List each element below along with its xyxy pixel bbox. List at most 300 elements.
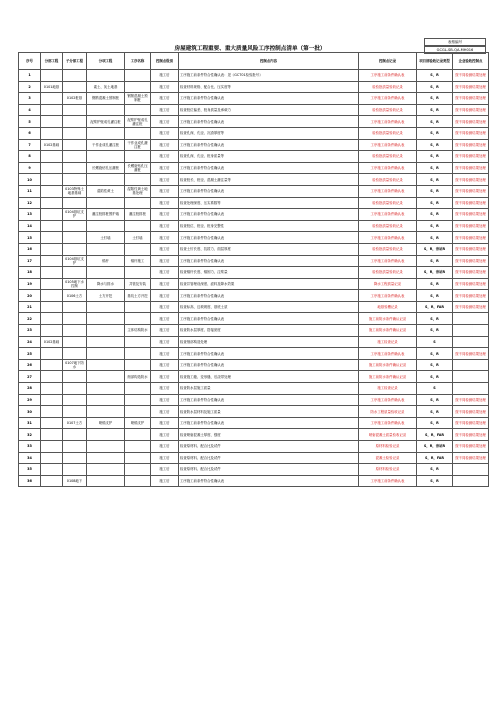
table-row (19, 406, 489, 418)
type-cell: S，R (417, 475, 453, 487)
type-cell: S，R (417, 464, 453, 476)
process-cell (125, 197, 151, 209)
subdivision-cell (63, 325, 87, 337)
enterprise-cell: 按不同检测结果处理 (453, 278, 489, 290)
content-cell: 工序施工前条件符合性确认表 (179, 394, 359, 406)
process-cell (125, 104, 151, 116)
division-cell (41, 383, 63, 395)
row-number: 21 (19, 301, 41, 313)
table-row (19, 81, 489, 93)
process-cell (125, 359, 151, 371)
item-cell (87, 325, 125, 337)
table-row (19, 475, 489, 487)
record-cell: 防水工程质量验收记录 (359, 406, 417, 418)
process-cell: 钢筋混凝土预制桩 (125, 93, 151, 105)
process-cell (125, 452, 151, 464)
record-cell: 降水工程质量记录 (359, 278, 417, 290)
enterprise-cell: 按不同检测结果处理 (453, 394, 489, 406)
content-cell: 检查材料规格、配合比、压实度等 (179, 81, 359, 93)
content-cell: 检查施工缝、变形缝、后浇带处理 (179, 371, 359, 383)
division-cell (41, 151, 63, 163)
record-cell: 检验批质量验收记录 (359, 220, 417, 232)
content-cell: 工序施工前条件符合性确认表 (179, 290, 359, 302)
process-cell: 细部构造防水 (125, 371, 151, 383)
item-cell: 喷锚支护 (87, 417, 125, 429)
row-number: 23 (19, 325, 41, 337)
subdivision-cell (63, 243, 87, 255)
record-cell: 工序施工前条件确认表 (359, 417, 417, 429)
subdivision-cell: 0104基坑支护 (63, 209, 87, 221)
content-cell: 检查桩长、桩径、混凝土灌注量等 (179, 174, 359, 186)
level-cell: 施工后 (151, 232, 179, 244)
enterprise-cell: 按不同检测结果处理 (453, 70, 489, 82)
table-row (19, 429, 489, 441)
record-cell: 施工前防水条件确认记录 (359, 359, 417, 371)
item-cell: 土钉墙 (87, 232, 125, 244)
content-cell: 工序施工前条件符合性确认表 (179, 475, 359, 487)
level-cell: 施工后 (151, 406, 179, 418)
record-cell: 喷射混凝土质量验收记录 (359, 429, 417, 441)
division-cell (41, 162, 63, 174)
enterprise-cell (453, 313, 489, 325)
content-cell: 工序施工前条件符合性确认表 (179, 209, 359, 221)
record-cell: 检验批质量验收记录 (359, 127, 417, 139)
record-cell: 地基验槽记录 (359, 301, 417, 313)
division-cell (41, 452, 63, 464)
division-cell (41, 359, 63, 371)
table-row (19, 139, 489, 151)
table-header-row (19, 53, 489, 70)
item-cell (87, 151, 125, 163)
process-cell: 井管及安装 (125, 278, 151, 290)
content-cell: 检查土钉长度、抗拔力、面层厚度 (179, 243, 359, 255)
table-row (19, 185, 489, 197)
column-header: 分项工程 (87, 53, 125, 70)
division-cell (41, 209, 63, 221)
record-cell: 工序施工前条件确认表 (359, 290, 417, 302)
item-cell (87, 475, 125, 487)
content-cell: 工序施工前条件符合性确认表 (179, 359, 359, 371)
process-cell (125, 127, 151, 139)
type-cell: S，R (417, 174, 453, 186)
enterprise-cell: 按不同检测结果处理 (453, 81, 489, 93)
table-row (19, 359, 489, 371)
row-number: 11 (19, 185, 41, 197)
subdivision-cell (63, 301, 87, 313)
table-row (19, 232, 489, 244)
subdivision-cell (63, 313, 87, 325)
row-number: 36 (19, 475, 41, 487)
content-cell: 工序施工前条件符合性确认表 (179, 139, 359, 151)
item-cell (87, 70, 125, 82)
type-cell: S，R (417, 325, 453, 337)
division-cell (41, 232, 63, 244)
process-cell (125, 441, 151, 453)
enterprise-cell: 按不同检测结果处理 (453, 406, 489, 418)
content-cell: 工序施工前条件符合性确认表 (179, 116, 359, 128)
level-cell: 施工后 (151, 185, 179, 197)
item-cell: 灌注桩排桩围护墙 (87, 209, 125, 221)
table-row (19, 336, 489, 348)
table-row (19, 383, 489, 395)
type-cell: S，R (417, 313, 453, 325)
level-cell: 施工后 (151, 70, 179, 82)
enterprise-cell: 按不同检测结果处理 (453, 417, 489, 429)
record-cell: 原材料检验记录 (359, 464, 417, 476)
record-cell: 工序施工前条件确认表 (359, 255, 417, 267)
level-cell: 施工后 (151, 394, 179, 406)
item-cell: 干作业成孔灌注桩 (87, 139, 125, 151)
enterprise-cell: 按不同检测结果处理 (453, 220, 489, 232)
type-cell: S，R (417, 81, 453, 93)
subdivision-cell: 0103特殊土地基基础 (63, 185, 87, 197)
row-number: 4 (19, 104, 41, 116)
subdivision-cell (63, 151, 87, 163)
record-cell: 工序施工前条件确认表 (359, 394, 417, 406)
item-cell (87, 174, 125, 186)
item-cell (87, 127, 125, 139)
row-number: 9 (19, 162, 41, 174)
content-cell: 检查桩位、桩径、桩身完整性 (179, 220, 359, 232)
enterprise-cell: 按不同检测结果处理 (453, 127, 489, 139)
row-number: 12 (19, 197, 41, 209)
row-number: 32 (19, 429, 41, 441)
record-cell: 工序施工前条件确认表 (359, 475, 417, 487)
level-cell: 施工后 (151, 290, 179, 302)
content-cell: 检查喷射混凝土厚度、强度 (179, 429, 359, 441)
division-cell (41, 371, 63, 383)
subdivision-cell (63, 406, 87, 418)
enterprise-cell: 按不同检测结果处理 (453, 301, 489, 313)
level-cell: 施工后 (151, 464, 179, 476)
row-number: 35 (19, 464, 41, 476)
enterprise-cell: 按不同检测结果处理 (453, 185, 489, 197)
row-number: 31 (19, 417, 41, 429)
process-cell (125, 174, 151, 186)
item-cell (87, 452, 125, 464)
subdivision-cell (63, 116, 87, 128)
division-cell (41, 394, 63, 406)
item-cell (87, 243, 125, 255)
subdivision-cell: 0104基坑支护 (63, 255, 87, 267)
row-number: 17 (19, 255, 41, 267)
subdivision-cell (63, 429, 87, 441)
row-number: 30 (19, 406, 41, 418)
content-cell: 工序施工前条件符合性确认表 (179, 185, 359, 197)
column-header: 分部工程 (41, 53, 63, 70)
table-row (19, 104, 489, 116)
content-cell: 检查锚杆长度、锚固力、注浆量 (179, 267, 359, 279)
item-cell: 湿陷性黄土 (87, 185, 125, 197)
record-cell: 工序施工前条件确认表 (359, 93, 417, 105)
row-number: 25 (19, 348, 41, 360)
level-cell: 施工后 (151, 429, 179, 441)
table-row (19, 267, 489, 279)
level-cell: 施工后 (151, 116, 179, 128)
division-cell (41, 429, 63, 441)
table-row (19, 209, 489, 221)
item-cell (87, 104, 125, 116)
subdivision-cell (63, 383, 87, 395)
process-cell (125, 313, 151, 325)
level-cell: 施工后 (151, 255, 179, 267)
column-header: 控制点级别 (151, 53, 179, 70)
record-cell: 工序施工前条件确认表 (359, 162, 417, 174)
type-cell: S，R，旁站R (417, 267, 453, 279)
level-cell: 施工后 (151, 325, 179, 337)
process-cell (125, 220, 151, 232)
enterprise-cell: 按不同检测结果处理 (453, 209, 489, 221)
subdivision-cell (63, 464, 87, 476)
item-cell (87, 336, 125, 348)
process-cell (125, 267, 151, 279)
enterprise-cell: 按不同检测结果处理 (453, 243, 489, 255)
level-cell: 施工后 (151, 209, 179, 221)
item-cell (87, 348, 125, 360)
enterprise-cell (453, 464, 489, 476)
enterprise-cell (453, 336, 489, 348)
process-cell: 长螺旋钻孔压灌桩 (125, 162, 151, 174)
process-cell (125, 348, 151, 360)
type-cell: S，R，FAR (417, 429, 453, 441)
process-cell (125, 394, 151, 406)
type-cell: S，R (417, 371, 453, 383)
row-number: 28 (19, 383, 41, 395)
item-cell (87, 359, 125, 371)
row-number: 33 (19, 441, 41, 453)
type-cell: S，R (417, 162, 453, 174)
process-cell: 灌注桩排桩 (125, 209, 151, 221)
enterprise-cell: 按不同检测结果处理 (453, 104, 489, 116)
subdivision-cell (63, 162, 87, 174)
subdivision-cell (63, 232, 87, 244)
process-cell: 干作业成孔灌注桩 (125, 139, 151, 151)
process-cell (125, 429, 151, 441)
enterprise-cell (453, 325, 489, 337)
table-row (19, 313, 489, 325)
process-cell (125, 243, 151, 255)
division-cell (41, 301, 63, 313)
level-cell: 施工后 (151, 197, 179, 209)
type-cell: S，R (417, 406, 453, 418)
enterprise-cell: 按不同检测结果处理 (453, 139, 489, 151)
division-cell: 0101地基 (41, 81, 63, 93)
record-cell: 工序施工前条件确认表 (359, 209, 417, 221)
type-cell: S，R，旁站R (417, 243, 453, 255)
enterprise-cell: 按不同检测结果处理 (453, 441, 489, 453)
enterprise-cell: 按不同检测结果处理 (453, 151, 489, 163)
item-cell (87, 313, 125, 325)
table-row (19, 151, 489, 163)
type-cell: S，R (417, 93, 453, 105)
type-cell: S，R (417, 255, 453, 267)
process-cell (125, 301, 151, 313)
process-cell: 喷锚支护 (125, 417, 151, 429)
level-cell: 施工后 (151, 220, 179, 232)
item-cell: 降水与排水 (87, 278, 125, 290)
level-cell: 施工后 (151, 313, 179, 325)
content-cell: 检查原材料、配合比及试件 (179, 464, 359, 476)
type-cell: S (417, 383, 453, 395)
content-cell: 检查处理深度、压实系数等 (179, 197, 359, 209)
table-row (19, 127, 489, 139)
subdivision-cell (63, 220, 87, 232)
row-number: 8 (19, 151, 41, 163)
level-cell: 施工后 (151, 267, 179, 279)
level-cell: 施工后 (151, 336, 179, 348)
division-cell (41, 464, 63, 476)
table-row (19, 371, 489, 383)
item-cell (87, 383, 125, 395)
item-cell (87, 371, 125, 383)
subdivision-cell: 0106土方 (63, 290, 87, 302)
subdivision-cell (63, 452, 87, 464)
item-cell: 钢筋混凝土预制桩 (87, 93, 125, 105)
process-cell (125, 151, 151, 163)
record-cell: 施工检查记录 (359, 336, 417, 348)
form-number-value: GCGL-SB-QA-MH016 (424, 46, 486, 54)
division-cell (41, 417, 63, 429)
record-cell: 施工检查记录 (359, 383, 417, 395)
column-header: 项目部验收记录类型 (417, 53, 453, 70)
enterprise-cell: 按不同检测结果处理 (453, 452, 489, 464)
enterprise-cell: 按不同检测结果处理 (453, 116, 489, 128)
type-cell: S，R (417, 197, 453, 209)
type-cell: S，R，FAR (417, 301, 453, 313)
division-cell (41, 174, 63, 186)
process-cell: 土钉墙 (125, 232, 151, 244)
item-cell (87, 267, 125, 279)
table-row (19, 243, 489, 255)
content-cell: 工序施工前条件符合性确认表 (179, 232, 359, 244)
type-cell: S，R (417, 394, 453, 406)
level-cell: 施工后 (151, 151, 179, 163)
item-cell: 土方开挖 (87, 290, 125, 302)
row-number: 16 (19, 243, 41, 255)
content-cell: 检查防水层材料及施工质量 (179, 406, 359, 418)
type-cell: S，R (417, 232, 453, 244)
subdivision-cell (63, 371, 87, 383)
division-cell: 0102基础 (41, 336, 63, 348)
process-cell (125, 464, 151, 476)
content-cell: 检查孔深、孔径、沉渣厚度等 (179, 127, 359, 139)
division-cell (41, 475, 63, 487)
table-row (19, 197, 489, 209)
column-header: 企业验收控制点 (453, 53, 489, 70)
table-row (19, 417, 489, 429)
level-cell: 施工后 (151, 81, 179, 93)
subdivision-cell (63, 267, 87, 279)
level-cell: 施工后 (151, 174, 179, 186)
row-number: 2 (19, 81, 41, 93)
item-cell: 锚杆 (87, 255, 125, 267)
division-cell: 0102基础 (41, 139, 63, 151)
type-cell: S，R (417, 290, 453, 302)
record-cell: 工序施工前条件确认表 (359, 70, 417, 82)
subdivision-cell (63, 104, 87, 116)
column-header: 控制点记录 (359, 53, 417, 70)
row-number: 1 (19, 70, 41, 82)
row-number: 27 (19, 371, 41, 383)
record-cell: 工序施工前条件确认表 (359, 116, 417, 128)
table-row (19, 394, 489, 406)
level-cell: 施工后 (151, 127, 179, 139)
type-cell: S，R (417, 70, 453, 82)
row-number: 6 (19, 127, 41, 139)
subdivision-cell (63, 197, 87, 209)
process-cell (125, 406, 151, 418)
level-cell: 施工后 (151, 104, 179, 116)
enterprise-cell: 按不同检测结果处理 (453, 348, 489, 360)
item-cell (87, 394, 125, 406)
record-cell: 检验批质量验收记录 (359, 267, 417, 279)
column-header: 控制点内容 (179, 53, 359, 70)
subdivision-cell: 0105地下水控制 (63, 278, 87, 290)
type-cell: S (417, 336, 453, 348)
subdivision-cell (63, 174, 87, 186)
division-cell (41, 313, 63, 325)
content-cell: 检查细部构造处理 (179, 336, 359, 348)
subdivision-cell (63, 127, 87, 139)
content-cell: 工序施工前条件符合性确认表：见《GCT01检验批号》 (179, 70, 359, 82)
enterprise-cell (453, 383, 489, 395)
table-row (19, 162, 489, 174)
item-cell (87, 441, 125, 453)
table-row (19, 220, 489, 232)
record-cell: 施工前防水条件确认记录 (359, 325, 417, 337)
division-cell (41, 406, 63, 418)
record-cell: 检验批质量验收记录 (359, 243, 417, 255)
item-cell (87, 197, 125, 209)
subdivision-cell (63, 336, 87, 348)
record-cell: 施工前防水条件确认记录 (359, 313, 417, 325)
table-row (19, 93, 489, 105)
row-number: 10 (19, 174, 41, 186)
type-cell: S，R (417, 359, 453, 371)
subdivision-cell (63, 139, 87, 151)
item-cell (87, 220, 125, 232)
form-number-label: 表格编号 (424, 38, 486, 46)
level-cell: 施工后 (151, 417, 179, 429)
type-cell: S，R (417, 278, 453, 290)
enterprise-cell: 按不同检测结果处理 (453, 429, 489, 441)
table-row (19, 301, 489, 313)
subdivision-cell (63, 81, 87, 93)
table-row (19, 255, 489, 267)
content-cell: 检查桩位偏差、桩身质量及承载力 (179, 104, 359, 116)
row-number: 20 (19, 290, 41, 302)
subdivision-cell (63, 441, 87, 453)
record-cell: 检验批质量验收记录 (359, 197, 417, 209)
division-cell (41, 220, 63, 232)
type-cell: S，R (417, 348, 453, 360)
level-cell: 施工后 (151, 441, 179, 453)
content-cell: 检查井管埋设深度、滤料及降水效果 (179, 278, 359, 290)
row-number: 34 (19, 452, 41, 464)
row-number: 19 (19, 278, 41, 290)
type-cell: S，R (417, 220, 453, 232)
type-cell: S，R (417, 209, 453, 221)
row-number: 24 (19, 336, 41, 348)
table-row (19, 174, 489, 186)
record-cell: 工序施工前条件确认表 (359, 232, 417, 244)
level-cell: 施工后 (151, 348, 179, 360)
type-cell: S，R (417, 139, 453, 151)
record-cell: 检验批质量验收记录 (359, 174, 417, 186)
content-cell: 工序施工前条件符合性确认表 (179, 313, 359, 325)
content-cell: 检查防水层施工质量 (179, 383, 359, 395)
division-cell (41, 267, 63, 279)
